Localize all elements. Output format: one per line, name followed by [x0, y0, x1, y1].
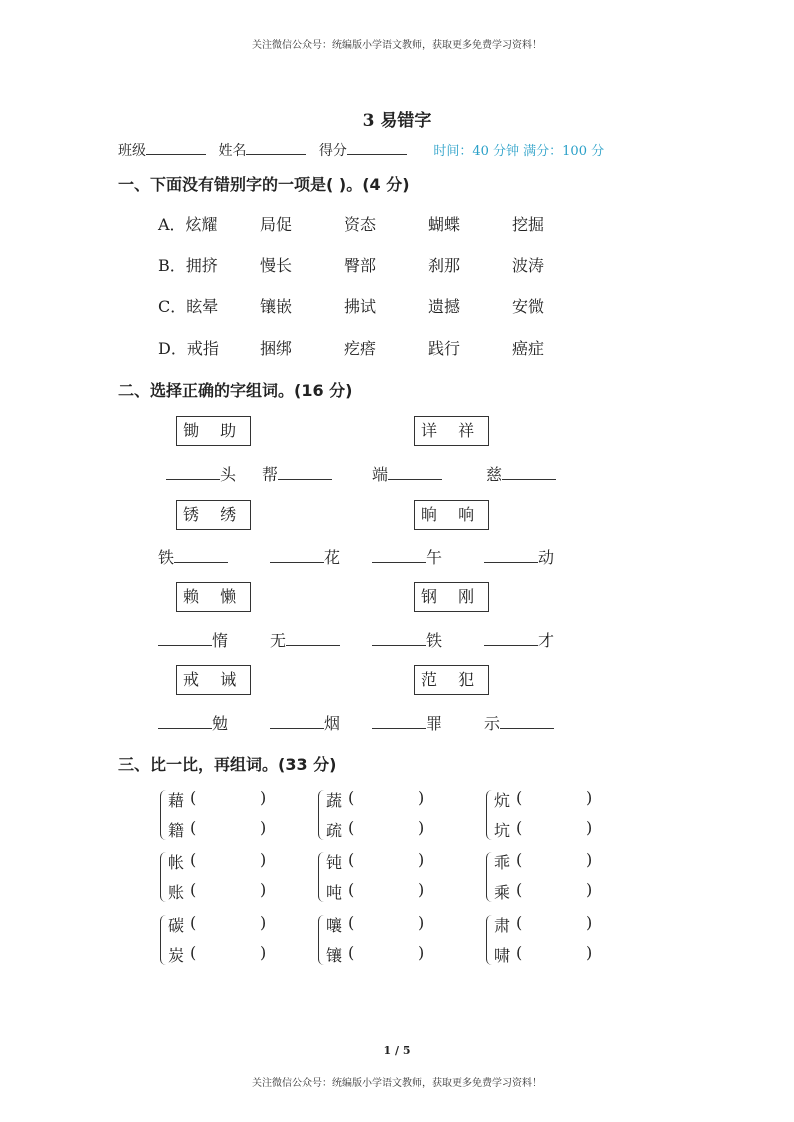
compare-char-row[interactable]	[168, 850, 267, 873]
compare-char: 吨	[326, 883, 343, 902]
compare-char-row[interactable]	[326, 943, 425, 966]
name-label: 姓名	[218, 143, 247, 159]
paren-close: )	[586, 850, 593, 869]
paren-close: )	[586, 818, 593, 837]
option-word: 癌症	[512, 339, 545, 358]
char-choice-box: 赖 懒	[176, 582, 251, 612]
option-word: 捆绑	[260, 339, 293, 358]
option-word: 镶嵌	[260, 297, 293, 316]
q1-title: 一、下面没有错别字的一项是( )。(4 分)	[118, 175, 410, 194]
paren-close: )	[418, 788, 425, 807]
class-blank[interactable]	[146, 140, 206, 155]
compare-char: 帐	[168, 853, 185, 872]
compare-char: 钝	[326, 853, 343, 872]
fill-blank[interactable]: 铁	[158, 545, 228, 568]
paren-open: (	[190, 880, 197, 899]
student-info-line	[118, 140, 604, 160]
paren-open: (	[516, 913, 523, 932]
brace-icon	[486, 790, 492, 840]
paren-open: (	[190, 788, 197, 807]
fill-blank[interactable]: 铁	[372, 628, 442, 651]
option-word: 资态	[344, 215, 377, 234]
option-label: D．戒指	[158, 339, 219, 358]
compare-char: 乖	[494, 853, 511, 872]
fill-blank[interactable]: 花	[270, 545, 340, 568]
compare-char-row[interactable]	[494, 913, 593, 936]
compare-char-row[interactable]	[494, 850, 593, 873]
paren-open: (	[190, 943, 197, 962]
paren-close: )	[418, 913, 425, 932]
compare-char: 籍	[168, 821, 185, 840]
paren-open: (	[348, 818, 355, 837]
option-word: 慢长	[260, 256, 293, 275]
brace-icon	[160, 852, 166, 902]
option-label: C．眩晕	[158, 297, 219, 316]
compare-char: 嚷	[326, 916, 343, 935]
fill-blank[interactable]: 无	[270, 628, 340, 651]
char-choice-box: 戒 诫	[176, 665, 251, 695]
paren-open: (	[348, 943, 355, 962]
paren-open: (	[348, 788, 355, 807]
page-number: 1 / 5	[383, 1044, 411, 1057]
paren-close: )	[418, 943, 425, 962]
fill-blank[interactable]: 惰	[158, 628, 228, 651]
compare-char: 肃	[494, 916, 511, 935]
option-word: 疙瘩	[344, 339, 377, 358]
compare-char-row[interactable]	[168, 818, 267, 841]
q2-title: 二、选择正确的字组词。(16 分)	[118, 381, 353, 400]
brace-icon	[486, 915, 492, 965]
paren-close: )	[418, 818, 425, 837]
option-word: 波涛	[512, 256, 545, 275]
score-label: 得分	[318, 143, 347, 159]
paren-close: )	[260, 818, 267, 837]
option-word: 践行	[428, 339, 461, 358]
char-choice-box: 范 犯	[414, 665, 489, 695]
compare-pair-group	[318, 788, 458, 844]
paren-open: (	[516, 850, 523, 869]
option-word: 蝴蝶	[428, 215, 461, 234]
compare-char: 账	[168, 883, 185, 902]
paren-open: (	[348, 880, 355, 899]
paren-open: (	[190, 913, 197, 932]
page-title: 3 易错字	[362, 111, 432, 131]
brace-icon	[318, 790, 324, 840]
option-word: 拂试	[344, 297, 377, 316]
score-blank[interactable]	[347, 140, 407, 155]
paren-open: (	[516, 943, 523, 962]
paren-open: (	[348, 850, 355, 869]
paren-open: (	[190, 850, 197, 869]
option-word: 挖掘	[512, 215, 545, 234]
header-note: 关注微信公众号：统编版小学语文教师，获取更多免费学习资料！	[252, 40, 542, 51]
compare-pair-group	[160, 850, 300, 906]
compare-char: 碳	[168, 916, 185, 935]
compare-char-row[interactable]	[168, 788, 267, 811]
char-choice-box: 详 祥	[414, 416, 489, 446]
compare-pair-group	[160, 913, 300, 969]
brace-icon	[318, 852, 324, 902]
compare-pair-group	[318, 850, 458, 906]
paren-close: )	[586, 913, 593, 932]
brace-icon	[318, 915, 324, 965]
compare-char-row[interactable]	[494, 788, 593, 811]
compare-char: 啸	[494, 946, 511, 965]
paren-open: (	[348, 913, 355, 932]
compare-pair-group	[486, 788, 626, 844]
compare-char-row[interactable]	[168, 913, 267, 936]
compare-char-row[interactable]	[168, 880, 267, 903]
char-choice-box: 晌 响	[414, 500, 489, 530]
compare-char-row[interactable]	[326, 788, 425, 811]
fill-blank[interactable]: 端	[372, 462, 442, 485]
compare-char-row[interactable]	[494, 943, 593, 966]
compare-pair-group	[486, 913, 626, 969]
paren-close: )	[418, 850, 425, 869]
compare-char: 炭	[168, 946, 185, 965]
fill-blank[interactable]: 午	[372, 545, 442, 568]
option-word: 局促	[260, 215, 293, 234]
compare-char: 乘	[494, 883, 511, 902]
paren-open: (	[516, 880, 523, 899]
paren-close: )	[260, 850, 267, 869]
name-blank[interactable]	[246, 140, 306, 155]
compare-char: 蔬	[326, 791, 343, 810]
paren-close: )	[260, 913, 267, 932]
q3-title: 三、比一比，再组词。(33 分)	[118, 755, 337, 774]
paren-open: (	[516, 818, 523, 837]
paren-close: )	[260, 943, 267, 962]
compare-char-row[interactable]	[168, 943, 267, 966]
fill-blank[interactable]: 烟	[270, 711, 340, 734]
fill-blank[interactable]: 示	[484, 711, 554, 734]
paren-open: (	[190, 818, 197, 837]
fill-blank[interactable]: 勉	[158, 711, 228, 734]
fill-blank[interactable]: 罪	[372, 711, 442, 734]
char-choice-box: 锄 助	[176, 416, 251, 446]
compare-char-row[interactable]	[326, 818, 425, 841]
paren-close: )	[418, 880, 425, 899]
compare-char-row[interactable]	[494, 818, 593, 841]
option-word: 刹那	[428, 256, 461, 275]
compare-char-row[interactable]	[326, 913, 425, 936]
compare-char: 疏	[326, 821, 343, 840]
compare-char-row[interactable]	[326, 880, 425, 903]
compare-char: 镶	[326, 946, 343, 965]
compare-pair-group	[160, 788, 300, 844]
compare-pair-group	[486, 850, 626, 906]
brace-icon	[160, 915, 166, 965]
compare-char-row[interactable]	[494, 880, 593, 903]
paren-close: )	[260, 880, 267, 899]
fill-blank[interactable]: 慈	[486, 462, 556, 485]
paren-close: )	[586, 788, 593, 807]
class-label: 班级	[118, 143, 146, 159]
compare-char: 炕	[494, 791, 511, 810]
option-word: 臀部	[344, 256, 377, 275]
fill-blank[interactable]: 动	[484, 545, 554, 568]
compare-char-row[interactable]	[326, 850, 425, 873]
char-choice-box: 锈 绣	[176, 500, 251, 530]
option-label: B．拥挤	[158, 256, 218, 275]
footer-note: 关注微信公众号：统编版小学语文教师，获取更多免费学习资料！	[252, 1078, 542, 1089]
option-label: A．炫耀	[158, 215, 218, 234]
paren-close: )	[586, 943, 593, 962]
option-word: 遗撼	[428, 297, 461, 316]
paren-close: )	[260, 788, 267, 807]
brace-icon	[486, 852, 492, 902]
option-word: 安微	[512, 297, 545, 316]
brace-icon	[160, 790, 166, 840]
fill-blank[interactable]: 才	[484, 628, 554, 651]
char-choice-box: 钢 刚	[414, 582, 489, 612]
paren-close: )	[586, 880, 593, 899]
compare-char: 坑	[494, 821, 511, 840]
paren-open: (	[516, 788, 523, 807]
compare-pair-group	[318, 913, 458, 969]
compare-char: 藉	[168, 791, 185, 810]
fill-blank[interactable]: 帮	[262, 462, 332, 485]
time-score-meta: 时间：40 分钟 满分：100 分	[433, 144, 605, 159]
fill-blank[interactable]: 头	[166, 462, 236, 485]
